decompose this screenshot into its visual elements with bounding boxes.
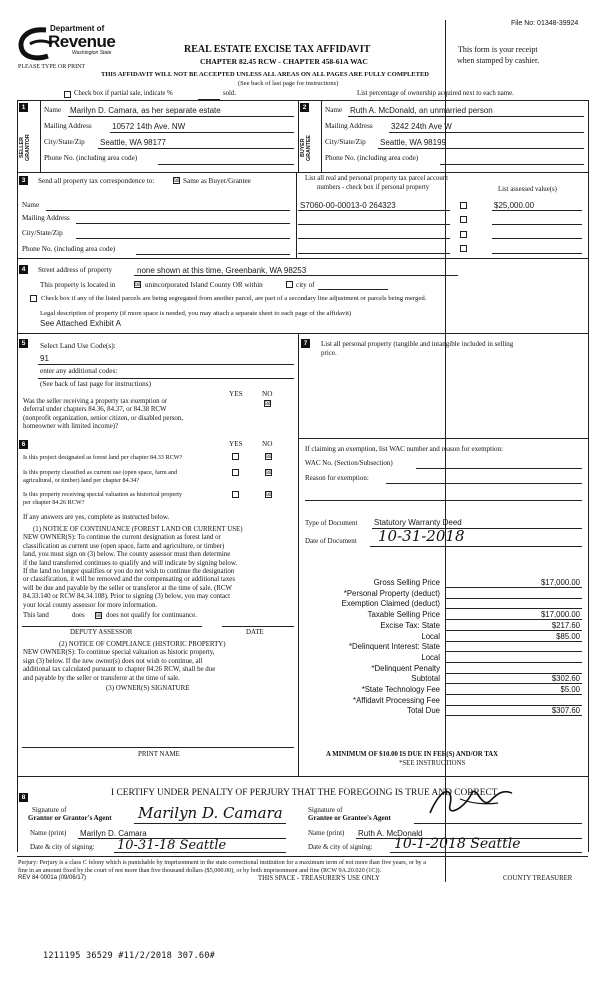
grantor-name-label: Name (print) — [30, 829, 67, 837]
historic-yes-checkbox[interactable] — [232, 491, 239, 498]
sec5-yes-checkbox[interactable] — [232, 400, 239, 407]
exemption-reason-label: Reason for exemption: — [305, 474, 369, 482]
fee-label: Gross Selling Price — [373, 578, 440, 587]
grantee-date-city[interactable]: 10-1-2018 Seattle — [394, 836, 521, 852]
street-address-field[interactable]: none shown at this time, Greenbank, WA 98253 — [137, 266, 307, 275]
fee-underline — [446, 641, 582, 642]
ownership-note: List percentage of ownership acquired next to each name. — [357, 90, 514, 97]
fee-label: *State Technology Fee — [361, 685, 440, 694]
city-of-label: city of — [296, 281, 315, 289]
sec5-yes-header: YES — [229, 390, 243, 398]
grantor-name-field[interactable]: Marilyn D. Camara — [80, 829, 147, 838]
perjury-certification: I CERTIFY UNDER PENALTY OF PERJURY THAT THE FOREGOING IS TRUE AND CORRECT — [111, 788, 498, 798]
grantee-name-field[interactable]: Ruth A. McDonald — [358, 829, 423, 838]
unincorporated-label: unincorporated Island County OR within — [145, 281, 263, 289]
fee-value[interactable]: $85.00 — [556, 631, 580, 641]
forest-yes-checkbox[interactable] — [232, 453, 239, 460]
sold-label: sold. — [223, 90, 237, 97]
see-instructions-note: *SEE INSTRUCTIONS — [399, 760, 466, 767]
receipt-note-2: when stamped by cashier. — [457, 56, 540, 65]
logo-dept: Department of — [50, 24, 105, 33]
document-type-label: Type of Document — [305, 519, 358, 527]
fee-underline — [446, 694, 582, 695]
send-correspondence-label: Send all property tax correspondence to: — [38, 177, 155, 185]
parcel-3-personal-checkbox[interactable] — [460, 231, 467, 238]
buyer-mail-field[interactable]: 3242 24th Ave W — [391, 122, 452, 131]
date-label: DATE — [246, 629, 264, 636]
fee-label: Local — [421, 631, 440, 641]
fee-value[interactable]: $5.00 — [560, 685, 580, 694]
minimum-fee-note: A MINIMUM OF $10.00 IS DUE IN FEE(S) AND/OR TAX — [326, 751, 499, 758]
fee-underline — [446, 662, 582, 663]
buyer-mail-label: Mailing Address — [325, 122, 373, 130]
section-6-badge: 6 — [19, 440, 28, 449]
seller-mail-field[interactable]: 10572 14th Ave. NW — [112, 122, 186, 131]
does-label: does — [72, 612, 85, 619]
tax-corr-mail-label: Mailing Address — [22, 214, 70, 222]
please-print: PLEASE TYPE OR PRINT — [18, 64, 86, 70]
section-2-badge: 2 — [300, 103, 309, 112]
current-use-question-2: agricultural, or timber) land per chapter 84.34? — [23, 477, 140, 484]
buyer-name-field[interactable]: Ruth A. McDonald, an unmarried person — [350, 106, 493, 115]
grantee-signature-label-1: Signature of — [308, 806, 343, 814]
if-yes-instruction: If any answers are yes, complete as instructed below. — [23, 514, 170, 521]
fee-label: Local — [421, 652, 440, 662]
seller-exemption-question: Was the seller receiving a property tax exemption or deferral under chapters 84.36, 84.37, or 84.38 RCW (nonprofit organization, senior citizen, or disabled person, homeowner with limited income)? — [23, 398, 184, 431]
fee-underline — [446, 715, 582, 716]
sec6-yes-header: YES — [229, 440, 243, 448]
buyer-city-label: City/State/Zip — [325, 138, 366, 146]
treasurer-use-only: THIS SPACE - TREASURER'S USE ONLY — [258, 875, 380, 882]
parcel-1-personal-checkbox[interactable] — [460, 202, 467, 209]
tax-corr-name-label: Name — [22, 201, 40, 209]
city-of-checkbox[interactable] — [286, 281, 293, 288]
document-date-label: Date of Document — [305, 537, 357, 545]
parcel-header-1: List all real and personal property tax parcel account — [305, 175, 449, 182]
buyer-grantee-label: BUYER GRANTEE — [300, 135, 312, 161]
legal-description-field[interactable]: See Attached Exhibit A — [40, 319, 121, 328]
seller-name-label: Name — [44, 106, 62, 114]
personal-property-label-1: List all personal property (tangible and intangible included in selling — [321, 340, 514, 348]
rev-form-number: REV 84 0001a (09/06/17) — [18, 875, 87, 881]
fee-underline — [446, 598, 582, 599]
fee-label: Exemption Claimed (deduct) — [341, 599, 440, 609]
segregated-label: Check box if any of the listed parcels are being segregated from another parcel, are part of a secondary line adjustment or parcels being merged. — [41, 295, 427, 302]
this-land-label: This land — [23, 612, 49, 619]
same-as-buyer-checkbox[interactable]: ☒ — [174, 177, 180, 184]
legal-description-label: Legal description of property (if more space is needed, you may attach a separate sheet to each page of the affidavit) — [40, 310, 352, 317]
deputy-assessor-label: DEPUTY ASSESSOR — [70, 629, 133, 636]
wac-claim-label: If claiming an exemption, list WAC number and reason for exemption: — [305, 445, 503, 453]
parcel-number-field[interactable]: S7060-00-00013-0 264323 — [300, 201, 396, 210]
document-date-field[interactable]: 10-31-2018 — [378, 527, 465, 545]
buyer-phone-label: Phone No. (including area code) — [325, 154, 419, 162]
dor-logo — [14, 22, 124, 64]
segregated-checkbox[interactable] — [30, 295, 37, 302]
grantee-signature[interactable] — [420, 779, 520, 823]
historic-no-checkbox[interactable]: ☒ — [266, 491, 272, 498]
does-not-checkbox[interactable]: ☒ — [96, 612, 102, 619]
grantor-signature[interactable]: Marilyn D. Camara — [138, 804, 283, 822]
parcel-4-personal-checkbox[interactable] — [460, 245, 467, 252]
fee-value[interactable]: $17,000.00 — [540, 578, 580, 587]
street-address-label: Street address of property — [38, 266, 113, 274]
form-title: REAL ESTATE EXCISE TAX AFFIDAVIT — [184, 44, 371, 55]
file-number: File No: 01348-39924 — [511, 20, 579, 27]
buyer-name-label: Name — [325, 106, 343, 114]
section-3-badge: 3 — [19, 176, 28, 185]
additional-codes-label: enter any additional codes: — [40, 367, 118, 375]
partial-sale-checkbox[interactable] — [64, 91, 71, 98]
parcel-2-personal-checkbox[interactable] — [460, 216, 467, 223]
sec5-no-checkbox[interactable]: ☒ — [265, 400, 271, 407]
fee-value[interactable]: $307.60 — [551, 706, 580, 716]
fee-value[interactable]: $217.60 — [551, 620, 580, 630]
receipt-note-1: This form is your receipt — [458, 45, 538, 54]
current-use-question-1: Is this property classified as current use (open space, farm and — [23, 469, 178, 476]
section-5-badge: 5 — [19, 339, 28, 348]
land-use-label: Select Land Use Code(s): — [40, 341, 116, 350]
fee-label: *Delinquent Interest: State — [348, 642, 440, 652]
print-name-label: PRINT NAME — [138, 751, 180, 758]
current-use-yes-checkbox[interactable] — [232, 469, 239, 476]
sec6-no-header: NO — [262, 440, 273, 448]
seller-city-field[interactable]: Seattle, WA 98177 — [100, 138, 166, 147]
section-7-badge: 7 — [301, 339, 310, 348]
grantee-signature-label-2: Grantee or Grantee's Agent — [308, 814, 391, 822]
grantor-date-city[interactable]: 10-31-18 Seattle — [117, 838, 227, 853]
treasurer-fold-line — [445, 20, 446, 882]
sec5-no-header: NO — [262, 390, 273, 398]
form-subtitle: CHAPTER 82.45 RCW - CHAPTER 458-61A WAC — [200, 57, 368, 66]
buyer-city-field[interactable]: Seattle, WA 98199 — [380, 138, 446, 147]
fee-label: Subtotal — [411, 674, 440, 684]
notice-of-continuance: (1) NOTICE OF CONTINUANCE (FOREST LAND OR CURRENT USE) NEW OWNER(S): To continue the current designation as forest land or classification as current use (open space, farm and agriculture, or timber) land, you must sign on (3) below. The county assessor must then determine if the land transferred continues to qualify and will indicate by signing below. If the land no longer qualifies or you do not wish to continue the designation or classification, it will be removed and the compensating or additional taxes will be due and payable by the seller or transferor at the time of sale. (RCW 84.33.140 or RCW 84.34.108). Prior to signing (3) below, you may contact your local county assessor for more information. — [23, 526, 243, 609]
historic-question-2: per chapter 84.26 RCW? — [23, 499, 85, 506]
wac-number-label: WAC No. (Section/Subsection) — [305, 459, 393, 467]
cashier-stamp: 1211195 36529 #11/2/2018 307.60# — [43, 951, 215, 961]
fee-label: Taxable Selling Price — [367, 610, 440, 620]
grantee-name-label: Name (print) — [308, 829, 345, 837]
document-type-field[interactable]: Statutory Warranty Deed — [374, 518, 462, 527]
fee-label: *Personal Property (deduct) — [343, 588, 440, 598]
fee-underline — [446, 651, 582, 652]
same-as-buyer-label: Same as Buyer/Grantee — [183, 177, 251, 185]
perjury-notice: Perjury: Perjury is a class C felony which is punishable by imprisonment in the state correctional institution for a maximum term of not more than five years, or by a fine in an amount fixed by the court of not more than five thousand dollars ($5,000.00), or by both imprisonment and fine (RCW 9A.20.020 (1C)). — [18, 859, 426, 874]
parcel-header-2: numbers - check box if personal property — [317, 184, 430, 191]
section-8-badge: 8 — [19, 793, 28, 802]
forest-land-question: Is this project designated as forest land per chapter 84.33 RCW? — [23, 454, 183, 461]
tax-corr-city-label: City/State/Zip — [22, 229, 63, 237]
partial-sale-label: Check box if partial sale, indicate % — [74, 90, 173, 97]
county-treasurer-label: COUNTY TREASURER — [503, 875, 573, 882]
notice-of-compliance: (2) NOTICE OF COMPLIANCE (HISTORIC PROPERTY) NEW OWNER(S): To continue special valuation as historic property, sign (3) below. If the new owner(s) does not wish to continue, all additional tax calculated pursuant to chapter 84.26 RCW, shall be due and payable by the seller or transferor at the time of sale. — [23, 641, 226, 682]
section-4-badge: 4 — [19, 265, 28, 274]
personal-property-label-2: price. — [321, 349, 337, 357]
assessed-value-field[interactable]: $25,000.00 — [494, 201, 535, 210]
seller-city-label: City/State/Zip — [44, 138, 85, 146]
tax-corr-phone-label: Phone No. (including area code) — [22, 245, 116, 253]
seller-grantor-label: SELLER GRANTOR — [19, 134, 31, 162]
seller-name-field[interactable]: Marilyn D. Camara, as her separate estate — [70, 106, 221, 115]
see-back-note: (See back of last page for instructions) — [238, 80, 339, 87]
located-in-label: This property is located in — [40, 281, 116, 289]
grantor-signature-label-2: Grantor or Grantor's Agent — [28, 814, 112, 822]
does-not-label: does not qualify for continuance. — [106, 612, 197, 619]
forest-no-checkbox[interactable]: ☒ — [266, 453, 272, 460]
land-use-code-field[interactable]: 91 — [40, 354, 49, 363]
grantor-signature-label-1: Signature of — [32, 806, 67, 814]
grantor-date-label: Date & city of signing: — [30, 843, 95, 851]
logo-state: Washington State — [72, 50, 112, 56]
fee-label: *Affidavit Processing Fee — [353, 695, 440, 705]
owner-signature-label: (3) OWNER(S) SIGNATURE — [106, 685, 190, 692]
current-use-no-checkbox[interactable]: ☒ — [266, 469, 272, 476]
seller-mail-label: Mailing Address — [44, 122, 92, 130]
grantee-date-label: Date & city of signing: — [308, 843, 373, 851]
logo-name: Revenue — [48, 32, 116, 51]
fee-value[interactable]: $302.60 — [551, 674, 580, 684]
seller-phone-label: Phone No. (including area code) — [44, 154, 138, 162]
historic-question-1: Is this property receiving special valuation as historical property — [23, 491, 183, 498]
fee-label: *Delinquent Penalty — [371, 663, 440, 673]
completion-warning: THIS AFFIDAVIT WILL NOT BE ACCEPTED UNLESS ALL AREAS ON ALL PAGES ARE FULLY COMPLETED — [101, 71, 429, 78]
fee-underline — [446, 587, 582, 588]
unincorporated-checkbox[interactable]: ☒ — [135, 281, 141, 288]
fee-label: Excise Tax: State — [380, 620, 440, 630]
assessed-header: List assessed value(s) — [498, 186, 557, 193]
fee-value[interactable]: $17,000.00 — [540, 610, 580, 620]
land-use-see-back: (See back of last page for instructions) — [40, 380, 151, 388]
fee-label: Total Due — [407, 706, 440, 716]
section-1-badge: 1 — [19, 103, 28, 112]
